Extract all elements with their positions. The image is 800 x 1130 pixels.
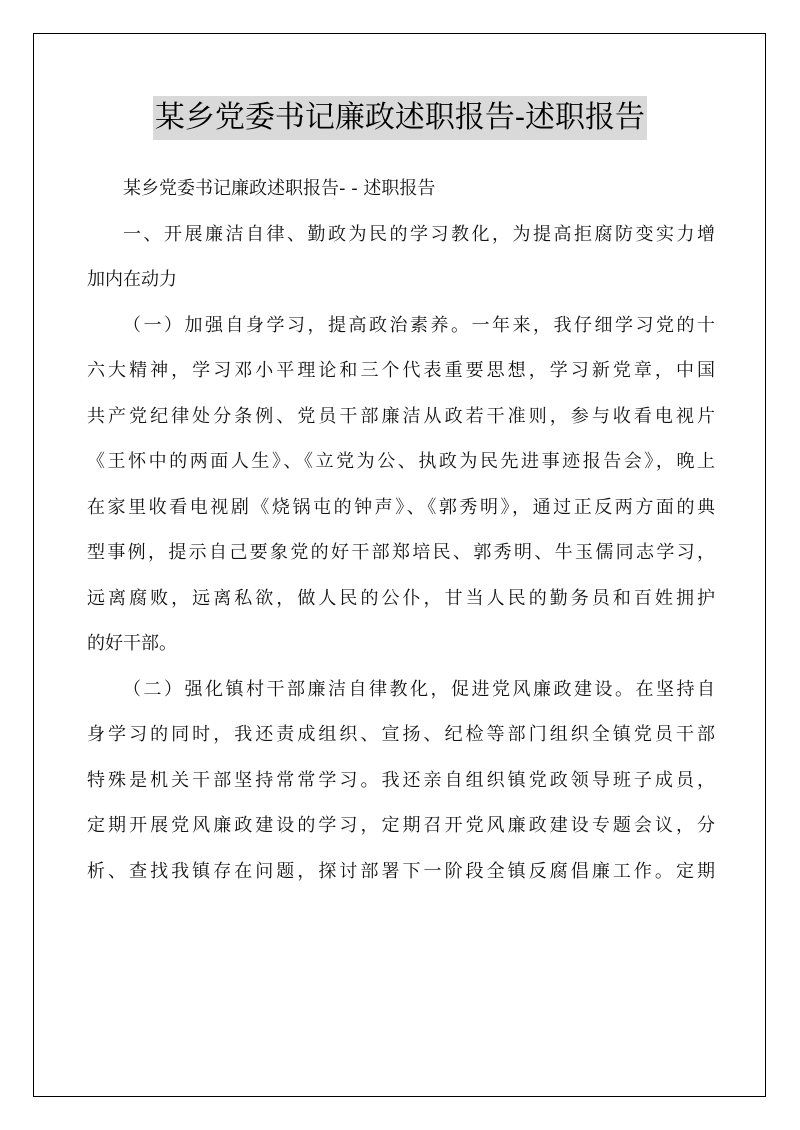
paragraph-line: 特殊是机关干部坚持常常学习。我还亲自组织镇党政领导班子成员， [87, 769, 715, 791]
title-container [0, 96, 800, 140]
paragraph-line: （一）加强自身学习，提高政治素养。一年来，我仔细学习党的十 [123, 314, 715, 336]
paragraph-line: 身学习的同时，我还责成组织、宣扬、纪检等部门组织全镇党员干部 [87, 724, 715, 745]
paragraph-line: 某乡党委书记廉政述职报告- - 述职报告 [123, 178, 436, 199]
paragraph-line: 型事例，提示自己要象党的好干部郑培民、郭秀明、牛玉儒同志学习， [87, 542, 715, 563]
paragraph-line: 定期开展党风廉政建设的学习，定期召开党风廉政建设专题会议，分 [87, 815, 715, 836]
document-body [87, 166, 715, 894]
paragraph-line: 《王怀中的两面人生》、《立党为公、执政为民先进事迹报告会》，晚上 [87, 451, 715, 472]
paragraph-line: （二）强化镇村干部廉洁自律教化，促进党风廉政建设。在坚持自 [123, 678, 715, 700]
paragraph-line: 远离腐败，远离私欲，做人民的公仆，甘当人民的勤务员和百姓拥护 [87, 587, 715, 609]
paragraph-line: 一、开展廉洁自律、勤政为民的学习教化，为提高拒腐防变实力增 [123, 223, 715, 245]
paragraph-line: 在家里收看电视剧《烧锅屯的钟声》、《郭秀明》，通过正反两方面的典 [87, 496, 715, 518]
paragraph-line: 的好干部。 [87, 633, 177, 654]
paragraph-line: 六大精神，学习邓小平理论和三个代表重要思想，学习新党章，中国 [87, 360, 715, 381]
paragraph-line: 析、查找我镇存在问题，探讨部署下一阶段全镇反腐倡廉工作。定期 [87, 860, 715, 882]
paragraph-line: 共产党纪律处分条例、党员干部廉洁从政若干准则，参与收看电视片 [87, 405, 715, 427]
document-title: 某乡党委书记廉政述职报告-述职报告 [153, 96, 647, 140]
paragraph-line: 加内在动力 [87, 269, 177, 290]
